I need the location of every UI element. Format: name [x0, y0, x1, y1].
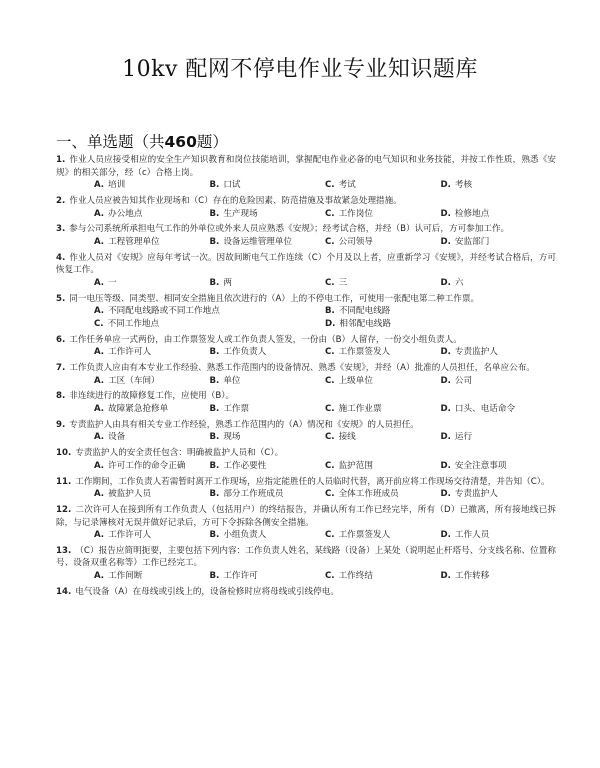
- answer-option: [94, 488, 210, 501]
- question-text: 专责监护人的安全责任包含：明确被监护人员和（C）。: [75, 448, 284, 459]
- option-text: 工作人员: [454, 530, 490, 541]
- option-text: 专责监护人: [454, 489, 498, 500]
- question-number: 8.: [56, 391, 66, 402]
- answer-option: [325, 570, 441, 583]
- option-text: 运行: [454, 432, 473, 443]
- answer-option: [441, 460, 557, 473]
- option-key: C.: [94, 318, 104, 329]
- question-number: 13.: [56, 545, 72, 556]
- option-group: [56, 488, 556, 501]
- option-key: B.: [209, 530, 220, 541]
- answer-option: [441, 403, 557, 416]
- option-key: A.: [94, 571, 105, 582]
- question-item: [56, 362, 556, 387]
- question-stem: [56, 476, 556, 489]
- option-key: B.: [209, 208, 220, 219]
- option-text: 检修地点: [454, 208, 490, 219]
- option-key: D.: [440, 347, 451, 358]
- answer-option: [210, 236, 326, 249]
- question-item: [56, 293, 556, 331]
- answer-option: [94, 403, 210, 416]
- option-group: [56, 570, 556, 583]
- option-text: 部分工作班成员: [223, 489, 284, 500]
- question-item: [56, 586, 556, 599]
- option-key: C.: [325, 432, 335, 443]
- option-group: [56, 375, 556, 388]
- question-number: 10.: [56, 448, 72, 459]
- answer-option: [325, 277, 441, 290]
- answer-option: [94, 277, 210, 290]
- option-key: C.: [325, 530, 335, 541]
- option-text: 设备: [108, 432, 126, 443]
- option-text: 口头、电话命令: [454, 404, 516, 414]
- answer-option: [441, 529, 557, 542]
- question-item: [56, 504, 556, 542]
- option-text: 工作许可人: [108, 347, 152, 358]
- option-group: [56, 403, 556, 416]
- option-group: [56, 208, 556, 221]
- question-item: [56, 252, 556, 290]
- question-text: 工作负责人应由有本专业工作经验、熟悉工作范围内的设备情况、熟悉《安规》，并经（A）批准的人员担任，名单应公布。: [69, 363, 535, 374]
- question-item: [56, 195, 556, 220]
- question-count: 460: [164, 133, 197, 151]
- question-text: 工作期间，工作负责人若需暂时离开工作现场，应指定能胜任的人员临时代替，离开前应将工作现场交待清楚，并告知（C）。: [75, 476, 550, 487]
- answer-option: [94, 529, 210, 542]
- option-key: D.: [440, 530, 451, 541]
- option-text: 工作岗位: [338, 208, 373, 219]
- answer-option: [210, 277, 326, 290]
- option-group: [56, 529, 556, 542]
- option-key: D.: [440, 432, 451, 443]
- question-stem: [56, 390, 556, 403]
- answer-option: [441, 431, 557, 444]
- option-key: D.: [440, 236, 451, 247]
- option-key: B.: [209, 347, 220, 358]
- option-group: [56, 179, 556, 192]
- question-item: [56, 334, 556, 359]
- option-text: 不同配电线路: [338, 306, 391, 317]
- question-stem: [56, 334, 556, 347]
- answer-option: [325, 403, 441, 416]
- answer-option: [441, 570, 557, 583]
- option-group: [56, 431, 556, 444]
- answer-option: [210, 488, 326, 501]
- option-key: A.: [94, 460, 105, 471]
- question-number: 1.: [56, 155, 66, 165]
- question-number: 4.: [56, 252, 66, 263]
- section-heading-prefix: 一、单选题（共: [56, 133, 165, 151]
- answer-option: [210, 208, 326, 221]
- question-text: 工作任务单应一式两份，由工作票签发人或工作负责人签发，一份由（B）人留存，一份交小组负责人。: [69, 334, 462, 345]
- option-text: 设备运维管理单位: [223, 236, 293, 247]
- question-text: 同一电压等级、同类型、相同安全措施且依次进行的（A）上的不停电工作，可使用一张配电第二种工作票。: [69, 293, 480, 304]
- answer-option: [441, 346, 557, 359]
- question-item: [56, 154, 556, 192]
- question-number: 6.: [56, 334, 66, 345]
- answer-option: [210, 431, 326, 444]
- option-text: 接线: [338, 432, 356, 443]
- option-text: 被监护人员: [108, 489, 152, 500]
- option-group: [56, 277, 556, 290]
- option-key: D.: [440, 460, 451, 471]
- question-number: 11.: [56, 476, 72, 487]
- option-key: C.: [325, 180, 335, 191]
- question-stem: [56, 545, 556, 570]
- answer-option: [325, 431, 441, 444]
- option-text: 专责监护人: [454, 347, 498, 358]
- option-key: A.: [94, 347, 105, 358]
- option-text: 三: [338, 277, 348, 288]
- option-key: D.: [440, 208, 451, 219]
- option-key: C.: [325, 571, 335, 582]
- question-item: [56, 545, 556, 583]
- answer-option: [94, 346, 210, 359]
- option-text: 工作必要性: [223, 460, 267, 471]
- question-stem: [56, 447, 556, 460]
- option-text: 考核: [454, 180, 473, 191]
- option-key: C.: [325, 489, 335, 500]
- option-group: [56, 346, 556, 359]
- option-text: 上级单位: [338, 375, 373, 386]
- option-key: A.: [94, 306, 105, 317]
- answer-option: [94, 460, 210, 473]
- question-number: 5.: [56, 293, 66, 304]
- answer-option: [94, 179, 210, 192]
- answer-option: [210, 179, 326, 192]
- answer-option: [441, 179, 557, 192]
- answer-option: [325, 529, 441, 542]
- option-key: B.: [209, 277, 220, 288]
- section-heading-suffix: 题）: [196, 133, 228, 151]
- option-text: 工程管理单位: [108, 236, 160, 247]
- question-number: 2.: [56, 195, 66, 206]
- answer-option: [325, 179, 441, 192]
- option-key: A.: [94, 530, 105, 541]
- option-key: C.: [325, 277, 335, 288]
- option-text: 工区（车间）: [108, 375, 160, 386]
- question-number: 3.: [56, 224, 66, 235]
- question-stem: [56, 252, 556, 277]
- question-number: 9.: [56, 419, 66, 430]
- answer-option: [325, 305, 556, 318]
- option-key: C.: [325, 347, 335, 358]
- answer-option: [210, 375, 326, 388]
- option-text: 施工作业票: [338, 404, 382, 414]
- option-text: 故障紧急抢修单: [108, 404, 169, 414]
- option-text: 不同配电线路或不同工作地点: [108, 306, 220, 317]
- answer-option: [441, 277, 557, 290]
- answer-option: [94, 305, 325, 318]
- question-number: 14.: [56, 586, 72, 597]
- question-text: （C）报告应简明扼要，主要包括下列内容：工作负责人姓名，某线路（设备）上某处（说明起止杆塔号、分支线名称、位置称号、设备双重名称等）工作已经完工。: [56, 545, 556, 569]
- option-group: [56, 236, 556, 249]
- option-key: B.: [325, 306, 335, 317]
- answer-option: [210, 529, 326, 542]
- option-key: B.: [209, 460, 220, 471]
- document-title: 10kv 配网不停电作业专业知识题库: [122, 57, 478, 82]
- option-key: B.: [209, 404, 220, 414]
- question-stem: [56, 504, 556, 529]
- option-text: 办公地点: [108, 208, 143, 219]
- option-text: 工作间断: [108, 571, 143, 582]
- question-item: [56, 390, 556, 415]
- option-key: A.: [94, 236, 105, 247]
- answer-option: [325, 488, 441, 501]
- option-text: 生产现场: [223, 208, 258, 219]
- question-text: 电气设备（A）在母线或引线上的，设备检修时应将母线或引线停电。: [75, 586, 339, 597]
- answer-option: [441, 236, 557, 249]
- question-list: [56, 154, 556, 602]
- option-text: 监护范围: [338, 460, 373, 471]
- option-text: 工作许可: [223, 571, 258, 582]
- option-text: 公司领导: [338, 236, 373, 247]
- option-key: D.: [440, 277, 451, 288]
- option-key: C.: [325, 375, 335, 386]
- option-text: 相邻配电线路: [339, 318, 391, 329]
- option-text: 安监部门: [454, 236, 490, 247]
- answer-option: [210, 403, 326, 416]
- option-text: 许可工作的命令正确: [108, 460, 186, 471]
- option-key: D.: [440, 489, 451, 500]
- question-stem: [56, 419, 556, 432]
- answer-option: [94, 431, 210, 444]
- answer-option: [94, 570, 210, 583]
- question-text: 作业人员应接受相应的安全生产知识教育和岗位技能培训，掌握配电作业必备的电气知识和业务技能，并按工作性质，熟悉《安规》的相关部分，经（c）合格上岗。: [56, 155, 556, 178]
- question-text: 专责监护人由具有相关专业工作经验，熟悉工作范围内的（A）情况和《安规》的人员担任。: [69, 419, 419, 430]
- option-text: 两: [223, 277, 232, 288]
- question-number: 12.: [56, 504, 72, 515]
- question-text: 作业人员对《安规》应每年考试一次。因故间断电气工作连续（C）个月及以上者，应重新学习《安规》，并经考试合格后，方可恢复工作。: [56, 252, 556, 276]
- question-text: 非连续进行的故障修复工作，应使用（B）。: [69, 391, 235, 402]
- option-key: D.: [440, 571, 451, 582]
- option-text: 六: [454, 277, 464, 288]
- option-key: C.: [325, 460, 335, 471]
- option-key: B.: [209, 180, 220, 191]
- option-text: 现场: [223, 432, 241, 443]
- question-text: 参与公司系统所承担电气工作的外单位或外来人员应熟悉《安规》；经考试合格，并经（B）认可后，方可参加工作。: [69, 224, 510, 235]
- option-key: C.: [325, 404, 335, 414]
- answer-option: [441, 488, 557, 501]
- question-stem: [56, 223, 556, 236]
- question-text: 作业人员应被告知其作业现场和（C）存在的危险因素、防范措施及事故紧急处理措施。: [69, 195, 402, 206]
- option-text: 工作票签发人: [338, 530, 391, 541]
- option-key: C.: [325, 236, 335, 247]
- option-text: 工作票签发人: [338, 347, 391, 358]
- answer-option: [94, 318, 325, 331]
- answer-option: [325, 208, 441, 221]
- question-stem: [56, 293, 556, 306]
- option-text: 培训: [108, 180, 126, 191]
- option-key: A.: [94, 404, 105, 414]
- answer-option: [94, 208, 210, 221]
- question-stem: [56, 195, 556, 208]
- answer-option: [325, 346, 441, 359]
- option-key: A.: [94, 432, 105, 443]
- question-item: [56, 419, 556, 444]
- option-text: 安全注意事项: [454, 460, 507, 471]
- question-stem: [56, 362, 556, 375]
- option-group: [56, 460, 556, 473]
- option-text: 工作票: [223, 404, 250, 414]
- answer-option: [210, 460, 326, 473]
- option-key: B.: [209, 375, 220, 386]
- option-key: A.: [94, 277, 105, 288]
- question-stem: [56, 154, 556, 179]
- option-key: B.: [209, 489, 220, 500]
- option-key: A.: [94, 180, 105, 191]
- option-key: D.: [325, 318, 336, 329]
- answer-option: [325, 236, 441, 249]
- answer-option: [325, 375, 441, 388]
- question-number: 7.: [56, 363, 66, 374]
- option-key: D.: [440, 375, 451, 386]
- answer-option: [441, 375, 557, 388]
- option-key: A.: [94, 489, 105, 500]
- answer-option: [94, 375, 210, 388]
- option-key: D.: [440, 180, 451, 191]
- question-text: 二次许可人在接到所有工作负责人（包括用户）的终结报告，并确认所有工作已经完毕，所有（D）已撤离，所有接地线已拆除，与记录簿核对无误并做好记录后，方可下令拆除各侧安全措施。: [56, 504, 556, 528]
- option-text: 小组负责人: [223, 530, 267, 541]
- section-heading: [56, 130, 228, 152]
- option-text: 公司: [454, 375, 473, 386]
- answer-option: [94, 236, 210, 249]
- option-text: 不同工作地点: [107, 318, 160, 329]
- option-key: B.: [209, 236, 220, 247]
- option-text: 工作终结: [338, 571, 373, 582]
- option-key: A.: [94, 375, 105, 386]
- question-stem: [56, 586, 556, 599]
- question-item: [56, 476, 556, 501]
- option-group: [56, 305, 556, 330]
- option-text: 工作许可人: [108, 530, 152, 541]
- option-text: 全体工作班成员: [338, 489, 399, 500]
- answer-option: [210, 346, 326, 359]
- option-key: D.: [440, 404, 451, 414]
- answer-option: [325, 318, 556, 331]
- answer-option: [441, 208, 557, 221]
- option-key: C.: [325, 208, 335, 219]
- question-item: [56, 223, 556, 248]
- option-text: 考试: [338, 180, 356, 191]
- option-text: 一: [108, 277, 117, 288]
- question-item: [56, 447, 556, 472]
- option-text: 口试: [223, 180, 241, 191]
- option-text: 工作转移: [454, 571, 490, 582]
- option-text: 工作负责人: [223, 347, 267, 358]
- option-text: 单位: [223, 375, 241, 386]
- option-key: B.: [209, 571, 220, 582]
- option-key: B.: [209, 432, 220, 443]
- answer-option: [210, 570, 326, 583]
- option-key: A.: [94, 208, 105, 219]
- answer-option: [325, 460, 441, 473]
